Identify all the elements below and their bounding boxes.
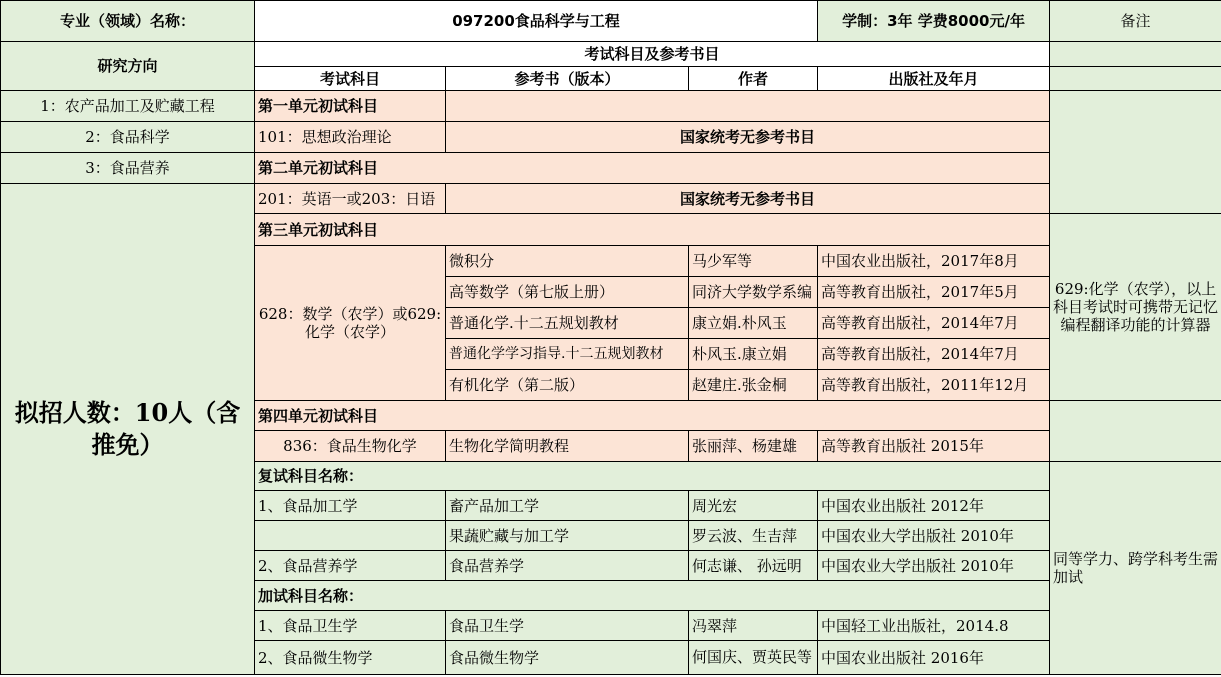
book-title: 食品微生物学 bbox=[446, 641, 689, 675]
book-title: 有机化学（第二版） bbox=[446, 370, 689, 401]
notes-header: 备注 bbox=[1050, 1, 1221, 42]
unit1-note: 国家统考无参考书目 bbox=[446, 122, 1050, 153]
book-title: 生物化学简明教程 bbox=[446, 431, 689, 462]
book-publisher: 高等教育出版社，2014年7月 bbox=[818, 308, 1050, 339]
extra-subject: 2、食品微生物学 bbox=[255, 641, 446, 675]
unit3-subject: 628：数学（农学）或629:化学（农学） bbox=[255, 246, 446, 401]
unit2-subject: 201：英语一或203：日语 bbox=[255, 184, 446, 214]
enrollment: 拟招人数：10人（含推免） bbox=[1, 184, 255, 675]
book-title: 高等数学（第七版上册） bbox=[446, 277, 689, 308]
book-author: 何志谦、 孙远明 bbox=[689, 551, 818, 581]
book-title: 普通化学学习指导.十二五规划教材 bbox=[446, 339, 689, 370]
col-subject: 考试科目 bbox=[255, 67, 446, 91]
major-label: 专业（领域）名称： bbox=[1, 1, 255, 42]
book-title: 微积分 bbox=[446, 246, 689, 277]
col-book: 参考书（版本） bbox=[446, 67, 689, 91]
extra-title: 加试科目名称： bbox=[255, 581, 1050, 611]
book-publisher: 中国农业出版社 2012年 bbox=[818, 491, 1050, 521]
book-publisher: 高等教育出版社，2014年7月 bbox=[818, 339, 1050, 370]
book-author: 周光宏 bbox=[689, 491, 818, 521]
major-name: 097200食品科学与工程 bbox=[255, 1, 818, 42]
book-title: 果蔬贮藏与加工学 bbox=[446, 521, 689, 551]
retest-subject bbox=[255, 521, 446, 551]
extra-subject: 1、食品卫生学 bbox=[255, 611, 446, 641]
col-author: 作者 bbox=[689, 67, 818, 91]
book-author: 马少军等 bbox=[689, 246, 818, 277]
book-title: 畜产品加工学 bbox=[446, 491, 689, 521]
book-author: 同济大学数学系编 bbox=[689, 277, 818, 308]
book-title: 食品营养学 bbox=[446, 551, 689, 581]
unit3-title: 第三单元初试科目 bbox=[255, 214, 1050, 246]
book-publisher: 高等教育出版社，2017年5月 bbox=[818, 277, 1050, 308]
unit1-title: 第一单元初试科目 bbox=[255, 91, 446, 122]
book-publisher: 中国农业大学出版社 2010年 bbox=[818, 521, 1050, 551]
direction-item: 3：食品营养 bbox=[1, 153, 255, 184]
retest-remark: 同等学力、跨学科考生需加试 bbox=[1050, 462, 1221, 675]
duration-fee: 学制：3年 学费8000元/年 bbox=[818, 1, 1050, 42]
book-publisher: 高等教育出版社，2011年12月 bbox=[818, 370, 1050, 401]
book-publisher: 中国农业出版社 2016年 bbox=[818, 641, 1050, 675]
retest-subject: 2、食品营养学 bbox=[255, 551, 446, 581]
book-author: 朴风玉.康立娟 bbox=[689, 339, 818, 370]
book-title: 普通化学.十二五规划教材 bbox=[446, 308, 689, 339]
book-author: 张丽萍、杨建雄 bbox=[689, 431, 818, 462]
exam-group-label: 考试科目及参考书目 bbox=[255, 42, 1050, 67]
book-author: 罗云波、生吉萍 bbox=[689, 521, 818, 551]
col-publisher: 出版社及年月 bbox=[818, 67, 1050, 91]
direction-item: 1：农产品加工及贮藏工程 bbox=[1, 91, 255, 122]
notes-empty bbox=[1050, 91, 1221, 214]
book-author: 冯翠萍 bbox=[689, 611, 818, 641]
book-publisher: 中国农业出版社，2017年8月 bbox=[818, 246, 1050, 277]
unit1-blank bbox=[446, 91, 1050, 122]
retest-subject: 1、食品加工学 bbox=[255, 491, 446, 521]
notes-empty bbox=[1050, 67, 1221, 91]
direction-label: 研究方向 bbox=[1, 42, 255, 91]
unit1-subject: 101：思想政治理论 bbox=[255, 122, 446, 153]
unit2-note: 国家统考无参考书目 bbox=[446, 184, 1050, 214]
unit4-title: 第四单元初试科目 bbox=[255, 401, 1050, 431]
book-author: 赵建庄.张金桐 bbox=[689, 370, 818, 401]
book-publisher: 中国农业大学出版社 2010年 bbox=[818, 551, 1050, 581]
book-author: 何国庆、贾英民等 bbox=[689, 641, 818, 675]
retest-title: 复试科目名称： bbox=[255, 462, 1050, 491]
book-publisher: 中国轻工业出版社，2014.8 bbox=[818, 611, 1050, 641]
notes-empty bbox=[1050, 401, 1221, 462]
book-title: 食品卫生学 bbox=[446, 611, 689, 641]
book-author: 康立娟.朴风玉 bbox=[689, 308, 818, 339]
notes-empty bbox=[1050, 42, 1221, 67]
unit3-remark: 629:化学（农学），以上科目考试时可携带无记忆编程翻译功能的计算器 bbox=[1050, 214, 1221, 401]
book-publisher: 高等教育出版社 2015年 bbox=[818, 431, 1050, 462]
direction-item: 2：食品科学 bbox=[1, 122, 255, 153]
unit2-title: 第二单元初试科目 bbox=[255, 153, 1050, 184]
unit4-subject: 836：食品生物化学 bbox=[255, 431, 446, 462]
